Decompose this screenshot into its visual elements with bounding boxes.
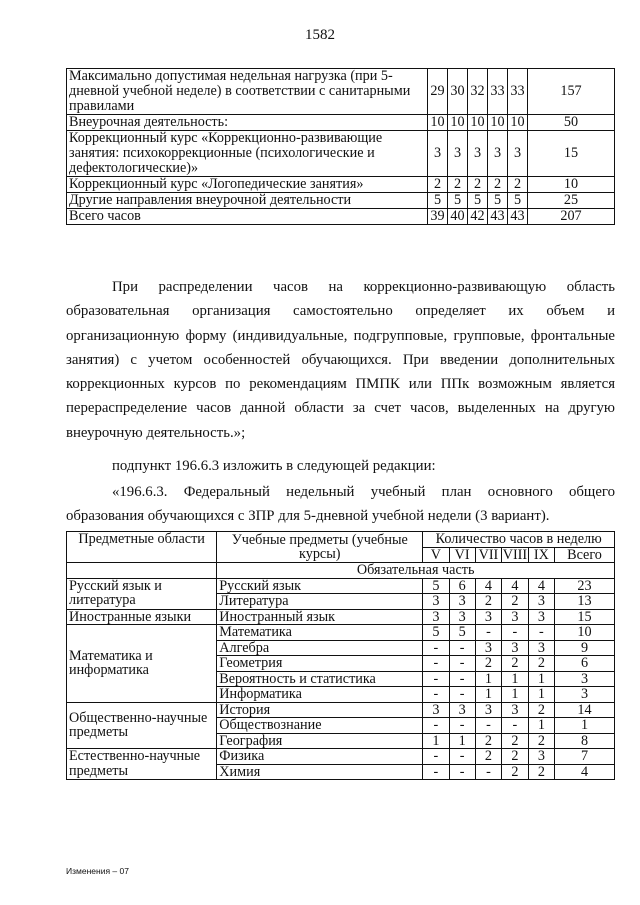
hours-cell: -	[423, 671, 449, 687]
table-row	[67, 131, 615, 177]
total-cell: 15	[555, 609, 615, 625]
hours-cell: 5	[428, 193, 448, 209]
total-cell: 7	[555, 749, 615, 765]
hours-cell: 3	[423, 594, 449, 610]
paragraph-subclause: подпункт 196.6.3 изложить в следующей редакции:	[112, 458, 436, 474]
hours-cell: -	[449, 656, 475, 672]
hours-cell: 42	[468, 209, 488, 225]
subject-name: Литература	[217, 594, 423, 610]
subject-name: Химия	[217, 764, 423, 780]
hours-cell: 2	[502, 749, 529, 765]
total-cell: 4	[555, 764, 615, 780]
hours-cell: 1	[502, 671, 529, 687]
hours-cell: 2	[475, 656, 501, 672]
hours-cell: -	[449, 671, 475, 687]
subject-area: Математика и информатика	[67, 625, 217, 703]
hours-cell: 3	[468, 131, 488, 177]
text-block-2	[66, 454, 615, 478]
hours-cell: 10	[468, 115, 488, 131]
hours-cell: 3	[508, 131, 528, 177]
hours-cell: 3	[475, 702, 501, 718]
hours-cell: -	[475, 764, 501, 780]
hours-cell: 2	[475, 749, 501, 765]
hours-cell: 1	[528, 671, 554, 687]
hours-cell: -	[423, 764, 449, 780]
row-label: Коррекционный курс «Коррекционно-развивающие занятия: психокоррекционные (психологические и дефектологические)»	[67, 131, 428, 177]
hours-cell: 2	[528, 656, 554, 672]
hours-cell: -	[449, 749, 475, 765]
grade-header: VII	[475, 547, 501, 563]
hours-cell: 2	[528, 764, 554, 780]
hours-cell: 2	[502, 656, 529, 672]
section-title: Обязательная часть	[217, 563, 615, 579]
hours-cell: -	[449, 764, 475, 780]
hours-cell: -	[423, 656, 449, 672]
total-cell: 207	[528, 209, 615, 225]
subject-area: Естественно-научные предметы	[67, 749, 217, 780]
text-block	[66, 275, 615, 445]
total-cell: 23	[555, 578, 615, 594]
hours-cell: -	[423, 640, 449, 656]
hours-cell: 4	[475, 578, 501, 594]
hours-cell: 1	[475, 671, 501, 687]
hours-cell: 3	[528, 609, 554, 625]
hours-cell: 2	[488, 177, 508, 193]
paragraph-plan-title: «196.6.3. Федеральный недельный учебный план основного общего образования обучающихся с ЗПР для 5-дневной учебной недели (3 вариант).	[66, 484, 615, 525]
hours-cell: 2	[502, 764, 529, 780]
grade-header: V	[423, 547, 449, 563]
total-cell: 9	[555, 640, 615, 656]
hours-cell: 3	[475, 640, 501, 656]
subject-name: Обществознание	[217, 718, 423, 734]
hours-cell: 5	[488, 193, 508, 209]
hours-cell: -	[423, 718, 449, 734]
hours-cell: 4	[502, 578, 529, 594]
total-cell: 13	[555, 594, 615, 610]
header-row	[67, 532, 615, 548]
subject-name: Геометрия	[217, 656, 423, 672]
header-hours: Количество часов в неделю	[423, 532, 615, 548]
table-row	[67, 702, 615, 718]
hours-cell: -	[449, 640, 475, 656]
total-cell: 25	[528, 193, 615, 209]
hours-cell: 3	[502, 609, 529, 625]
hours-cell: 3	[428, 131, 448, 177]
table-row	[67, 177, 615, 193]
hours-cell: 1	[423, 733, 449, 749]
hours-cell: 43	[488, 209, 508, 225]
hours-cell: 32	[468, 69, 488, 115]
table-row	[67, 209, 615, 225]
hours-cell: -	[475, 718, 501, 734]
table-row	[67, 69, 615, 115]
row-label: Другие направления внеурочной деятельности	[67, 193, 428, 209]
empty-cell	[67, 563, 217, 579]
hours-cell: 10	[488, 115, 508, 131]
hours-cell: 2	[448, 177, 468, 193]
hours-cell: 1	[475, 687, 501, 703]
hours-cell: 1	[528, 718, 554, 734]
grade-header: VIII	[502, 546, 528, 563]
hours-cell: 3	[502, 702, 529, 718]
subject-name: Физика	[217, 749, 423, 765]
hours-cell: -	[528, 625, 554, 641]
total-cell: 14	[555, 702, 615, 718]
subject-name: Алгебра	[217, 640, 423, 656]
grade-header: IX	[528, 547, 554, 563]
grade-header: VI	[449, 547, 475, 563]
hours-cell: 2	[475, 733, 501, 749]
total-cell: 3	[555, 671, 615, 687]
hours-cell: -	[449, 687, 475, 703]
hours-cell: 2	[502, 594, 529, 610]
hours-cell: 1	[528, 687, 554, 703]
curriculum-table	[66, 531, 615, 780]
hours-cell: 5	[423, 578, 449, 594]
hours-cell: 5	[423, 625, 449, 641]
total-cell: 8	[555, 733, 615, 749]
table-row	[67, 193, 615, 209]
text-block-3	[66, 480, 615, 529]
subject-name: Вероятность и статистика	[217, 671, 423, 687]
hours-cell: 29	[428, 69, 448, 115]
hours-cell: 3	[448, 131, 468, 177]
total-cell: 10	[528, 177, 615, 193]
hours-cell: -	[475, 625, 501, 641]
subject-name: Информатика	[217, 687, 423, 703]
table-row	[67, 625, 615, 641]
hours-cell: 3	[423, 702, 449, 718]
row-label: Всего часов	[67, 209, 428, 225]
subject-name: Иностранный язык	[217, 609, 423, 625]
row-label: Внеурочная деятельность:	[67, 115, 428, 131]
hours-cell: 3	[488, 131, 508, 177]
hours-cell: 3	[449, 594, 475, 610]
hours-cell: 5	[449, 625, 475, 641]
hours-cell: 4	[528, 578, 554, 594]
hours-cell: 3	[502, 640, 529, 656]
table-row	[67, 115, 615, 131]
hours-cell: 2	[475, 594, 501, 610]
hours-cell: 39	[428, 209, 448, 225]
page-number: 1582	[305, 27, 335, 43]
hours-cell: -	[423, 749, 449, 765]
hours-cell: -	[502, 718, 529, 734]
row-label: Максимально допустимая недельная нагрузка (при 5-дневной учебной неделе) в соответствии с санитарными правилами	[67, 69, 428, 115]
hours-cell: 5	[448, 193, 468, 209]
hours-cell: 33	[488, 69, 508, 115]
total-cell: 6	[555, 656, 615, 672]
total-cell: 3	[555, 687, 615, 703]
hours-cell: 1	[449, 733, 475, 749]
hours-cell: 33	[508, 69, 528, 115]
total-cell: 157	[528, 69, 615, 115]
hours-cell: 2	[502, 733, 529, 749]
hours-cell: 30	[448, 69, 468, 115]
hours-cell: 2	[468, 177, 488, 193]
section-row	[67, 563, 615, 579]
hours-cell: -	[423, 687, 449, 703]
paragraph-distribution: При распределении часов на коррекционно-развивающую область образовательная организация самостоятельно определяет их объем и организационную форму (индивидуальные, подгрупповые, групповые, фронтальные занятия) с учетом особенностей обучающихся. При введении дополнительных коррекционных курсов по рекомендациям ПМПК или ППк возможным является перераспределение часов данной области за счет часов, выделенных на другую внеурочную деятельность.»;	[66, 279, 615, 441]
hours-cell: 43	[508, 209, 528, 225]
hours-cell: 3	[528, 640, 554, 656]
hours-cell: 3	[475, 609, 501, 625]
hours-cell: 2	[428, 177, 448, 193]
hours-cell: 10	[428, 115, 448, 131]
subject-name: История	[217, 702, 423, 718]
subject-area: Общественно-научные предметы	[67, 702, 217, 749]
hours-cell: 2	[528, 733, 554, 749]
hours-cell: 40	[448, 209, 468, 225]
total-cell: 1	[555, 718, 615, 734]
subject-name: Русский язык	[217, 578, 423, 594]
table-row	[67, 578, 615, 594]
subject-name: География	[217, 733, 423, 749]
hours-cell: 2	[528, 702, 554, 718]
hours-cell: 5	[468, 193, 488, 209]
hours-cell: 10	[508, 115, 528, 131]
header-total: Всего	[555, 547, 615, 563]
hours-cell: 3	[449, 702, 475, 718]
total-cell: 10	[555, 625, 615, 641]
subject-name: Математика	[217, 625, 423, 641]
row-label: Коррекционный курс «Логопедические занятия»	[67, 177, 428, 193]
header-subject: Учебные предметы (учебные курсы)	[217, 532, 423, 563]
hours-cell: 2	[508, 177, 528, 193]
hours-cell: -	[502, 625, 529, 641]
hours-cell: 3	[528, 594, 554, 610]
table-row	[67, 609, 615, 625]
hours-cell: 1	[502, 687, 529, 703]
hours-cell: 3	[528, 749, 554, 765]
hours-cell: 3	[449, 609, 475, 625]
footer-note: Изменения – 07	[66, 866, 129, 876]
total-cell: 15	[528, 131, 615, 177]
hours-cell: -	[449, 718, 475, 734]
hours-cell: 3	[423, 609, 449, 625]
hours-cell: 6	[449, 578, 475, 594]
header-area: Предметные области	[67, 532, 217, 563]
weekly-load-table	[66, 68, 615, 225]
table-row	[67, 749, 615, 765]
hours-cell: 5	[508, 193, 528, 209]
total-cell: 50	[528, 115, 615, 131]
subject-area: Иностранные языки	[67, 609, 217, 625]
hours-cell: 10	[448, 115, 468, 131]
subject-area: Русский язык и литература	[67, 578, 217, 609]
